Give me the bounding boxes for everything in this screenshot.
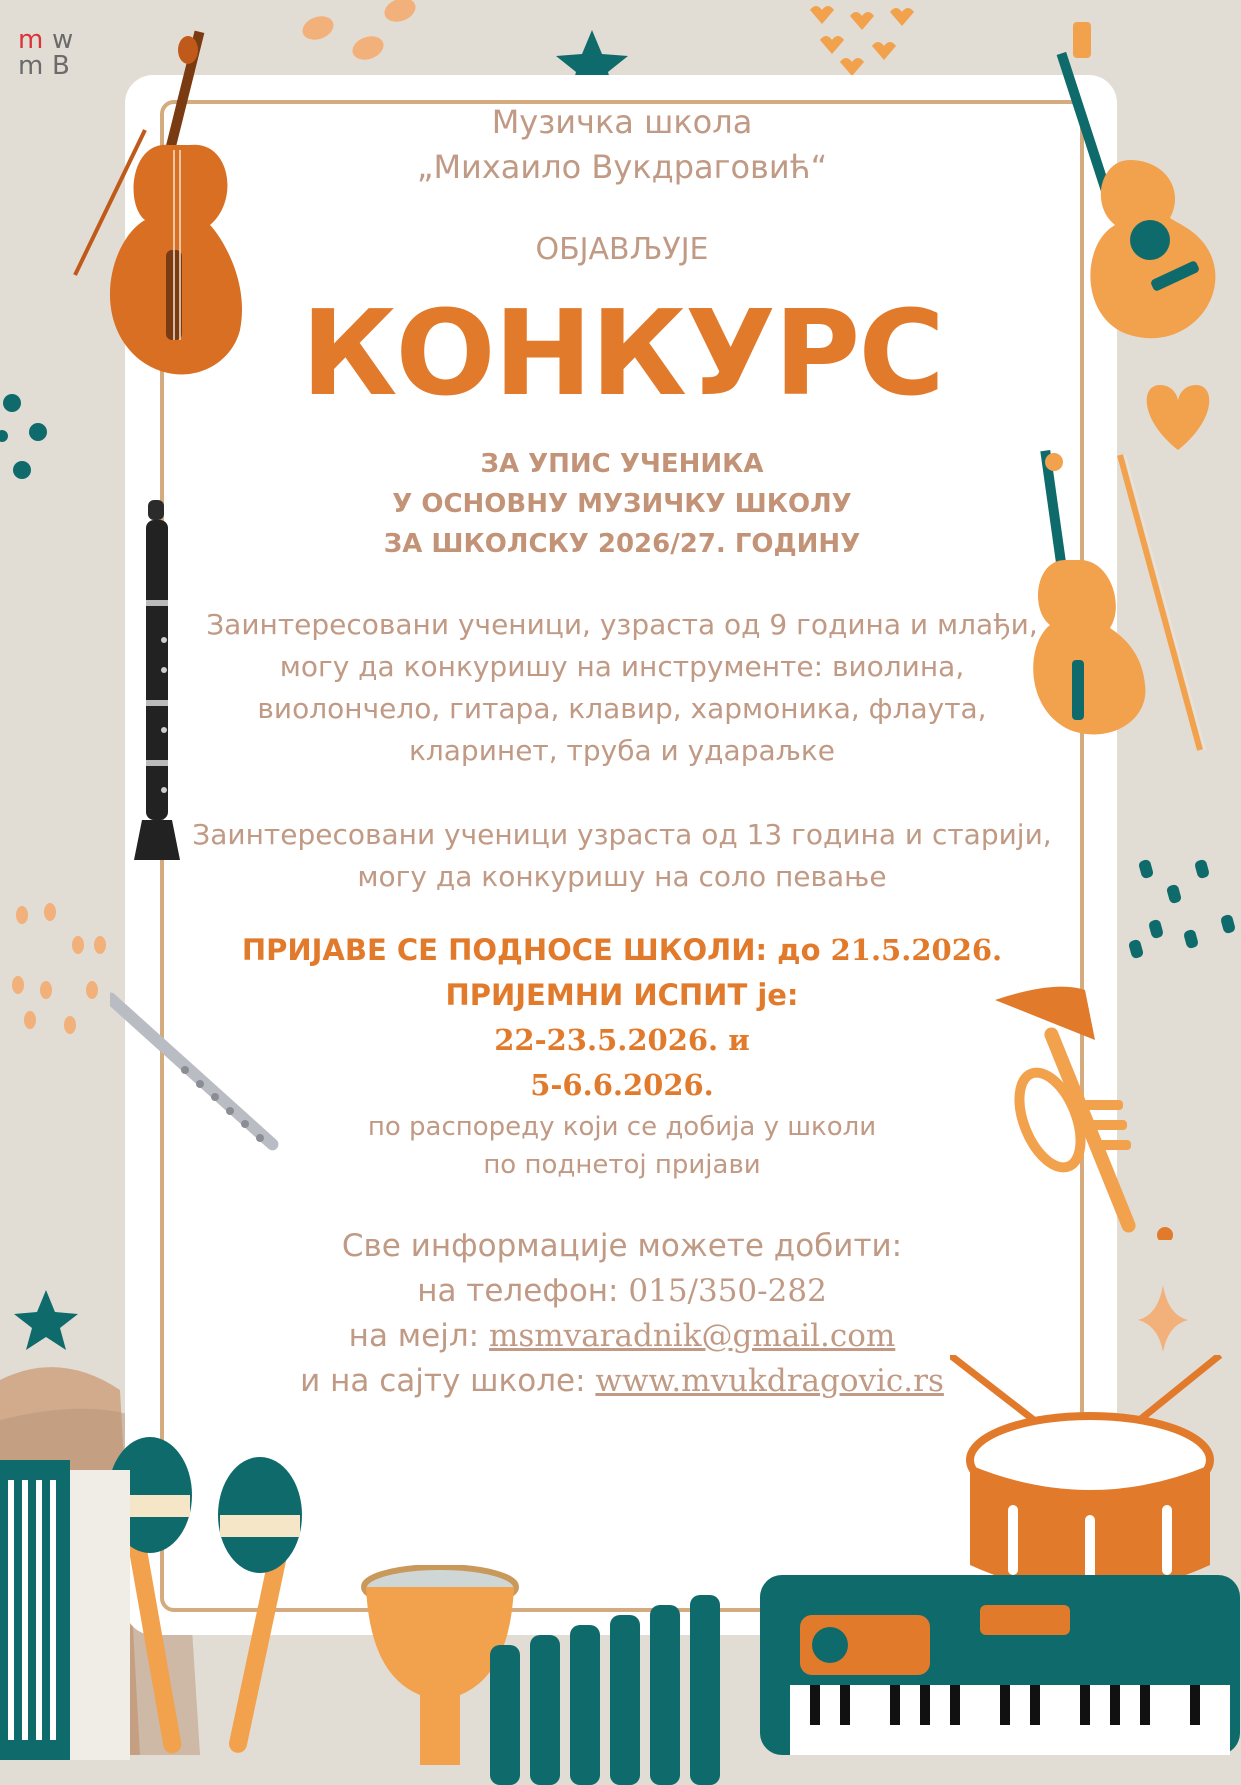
subtitle-line-1: ЗА УПИС УЧЕНИКА — [480, 449, 764, 479]
svg-text:B: B — [52, 51, 70, 76]
teal-dashes-icon — [1128, 859, 1236, 959]
instruments-line-4: кларинет, труба и удараљке — [408, 734, 836, 767]
contact-intro: Све информације можете добити: — [341, 1228, 903, 1264]
svg-text:w: w — [52, 25, 74, 55]
xylophone-icon — [480, 1585, 740, 1785]
email-label: на мејл: — [348, 1318, 489, 1354]
accordion-icon — [0, 1460, 130, 1760]
contact-website — [160, 1359, 1084, 1404]
schedule-note-1: по распореду који се добија у школи — [367, 1112, 877, 1142]
heart-icon — [1147, 385, 1210, 450]
maracas-icon — [100, 1425, 340, 1755]
singing-line-2: могу да конкуришу на соло певање — [357, 860, 887, 893]
school-name: „Михаило Вукдраговић“ — [416, 148, 828, 186]
instruments-line-2: могу да конкуришу на инструменте: виолина, — [279, 650, 965, 683]
website-label: и на сајту школе: — [300, 1363, 596, 1399]
poster-content — [160, 100, 1084, 1404]
svg-text:m: m — [18, 25, 44, 55]
subtitle-line-2: У ОСНОВНУ МУЗИЧКУ ШКОЛУ — [392, 489, 852, 519]
svg-text:m: m — [18, 51, 44, 76]
confetti-dots-icon — [299, 0, 419, 64]
instruments-line-1: Заинтересовани ученици, узраста од 9 година и млађи, — [206, 608, 1038, 641]
website-link[interactable]: www.mvukdragovic.rs — [595, 1363, 944, 1399]
heart-cluster-icon — [810, 6, 914, 76]
school-type: Музичка школа — [491, 103, 753, 141]
school-logo-icon — [18, 24, 90, 76]
instruments-line-3: виолончело, гитара, клавир, хармоника, флаута, — [257, 692, 987, 725]
exam-label: ПРИЈЕМНИ ИСПИТ је: — [445, 978, 799, 1012]
orange-dots-icon — [12, 903, 106, 1034]
teal-dots-icon — [0, 394, 47, 479]
page-title: КОНКУРС — [300, 284, 944, 422]
phone-label: на телефон: — [417, 1273, 629, 1309]
application-label: ПРИЈАВЕ СЕ ПОДНОСЕ ШКОЛИ: до — [241, 933, 831, 967]
application-deadline — [160, 928, 1084, 973]
application-date: 21.5.2026. — [830, 933, 1003, 967]
exam-dates-1: 22-23.5.2026. и — [494, 1023, 750, 1057]
star-icon — [14, 1290, 78, 1350]
exam-dates-2: 5-6.6.2026. — [530, 1068, 714, 1102]
announce-label: ОБЈАВЉУЈЕ — [535, 232, 709, 267]
email-link[interactable]: msmvaradnik@gmail.com — [488, 1318, 896, 1354]
subtitle-line-3: ЗА ШКОЛСКУ 2026/27. ГОДИНУ — [383, 529, 861, 559]
contact-phone — [160, 1269, 1084, 1314]
sparkle-icon — [1138, 1285, 1188, 1352]
phone-number[interactable]: 015/350-282 — [628, 1273, 827, 1309]
contact-email — [160, 1314, 1084, 1359]
keyboard-icon — [760, 1575, 1240, 1755]
schedule-note-2: по поднетој пријави — [483, 1150, 761, 1180]
singing-line-1: Заинтересовани ученици узраста од 13 година и старији, — [192, 818, 1052, 851]
